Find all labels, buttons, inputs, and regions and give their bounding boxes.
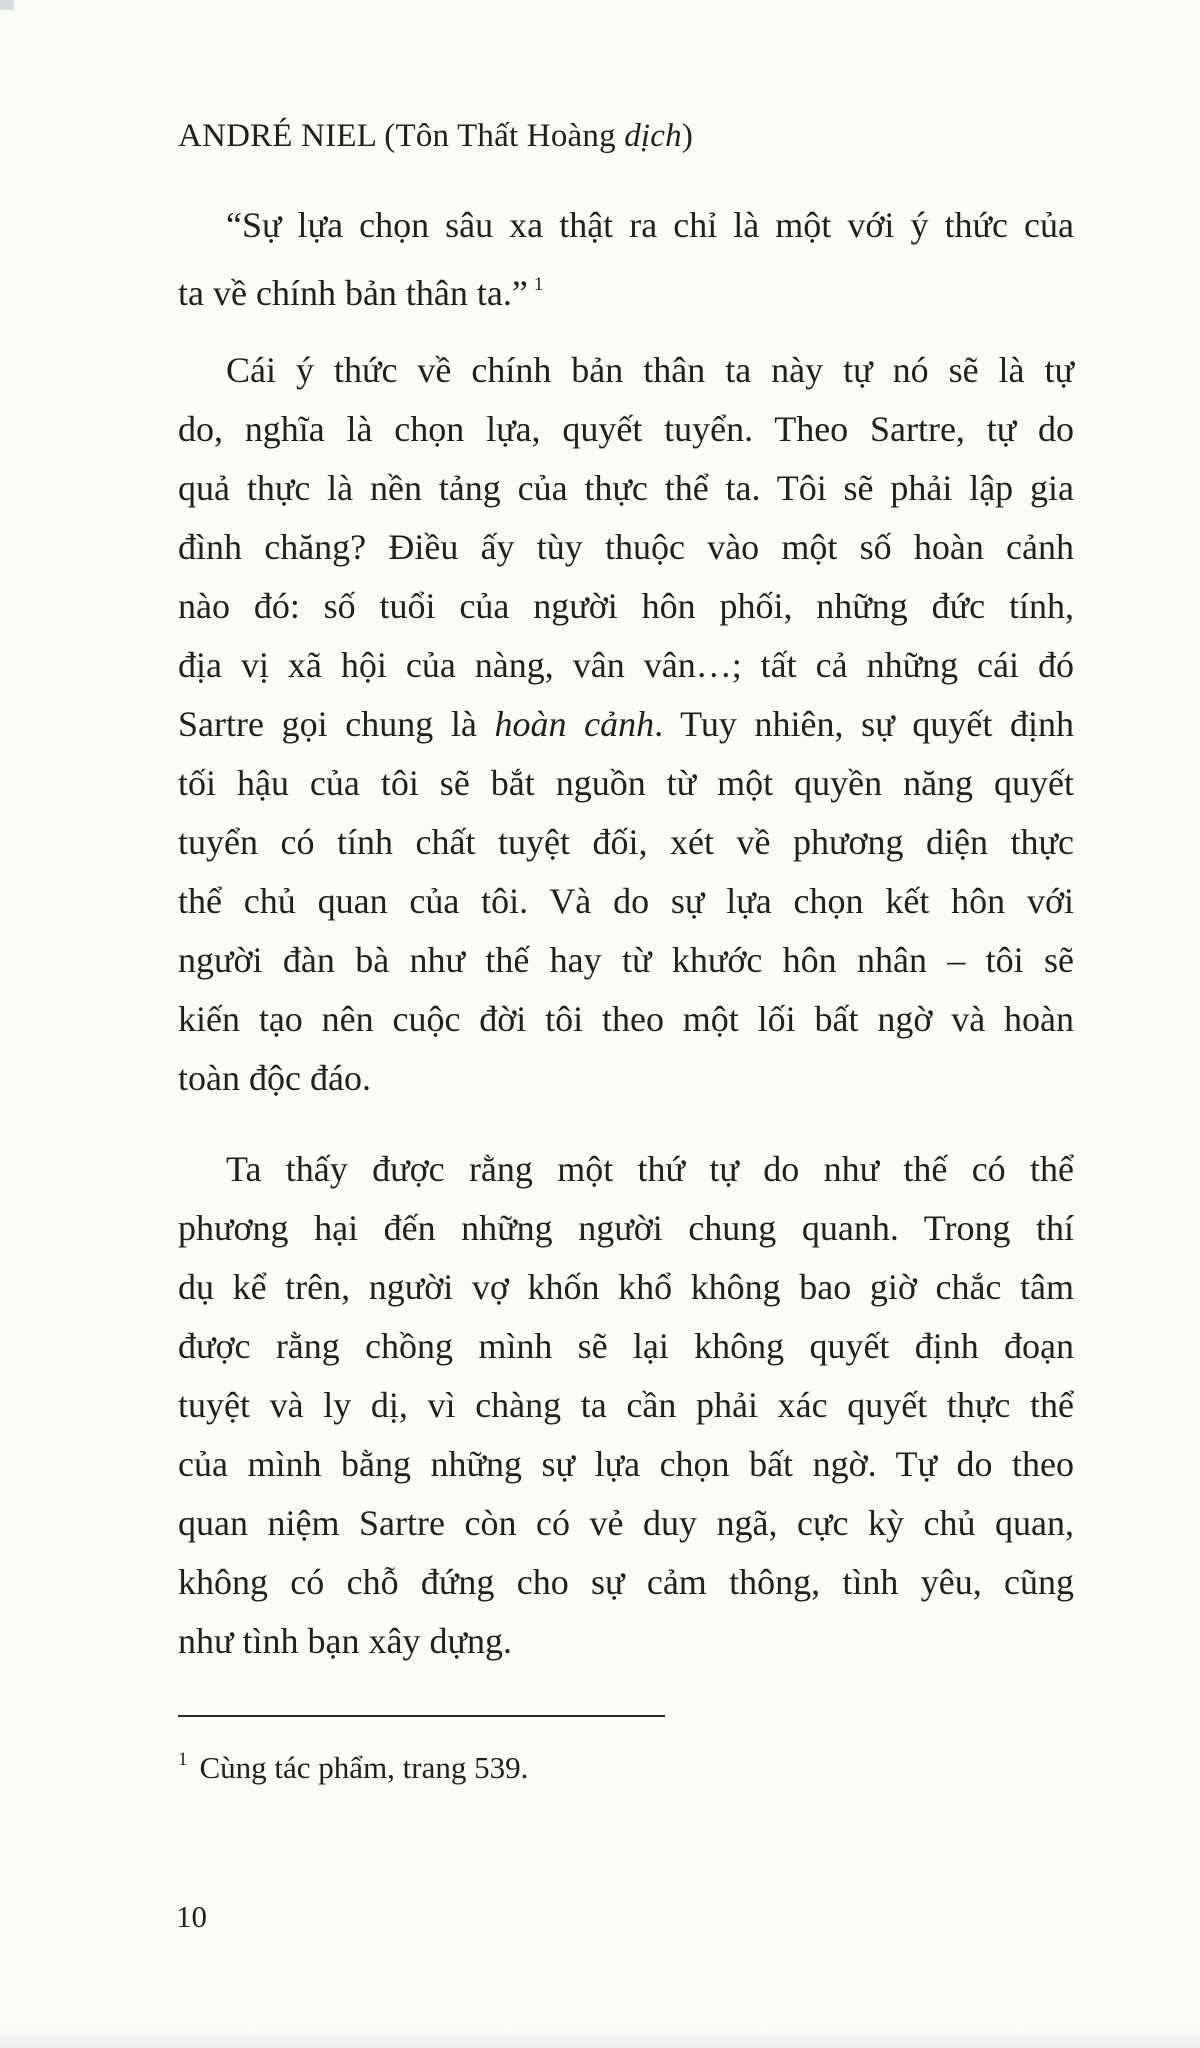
paragraph-line: không có chỗ đứng cho sự cảm thông, tình yêu, cũng <box>178 1562 1074 1602</box>
running-header <box>178 118 693 155</box>
scan-bottom-shadow <box>0 2030 1200 2048</box>
paragraph-line: địa vị xã hội của nàng, vân vân…; tất cả những cái đó <box>178 645 1074 685</box>
paragraph-line: đình chăng? Điều ấy tùy thuộc vào một số hoàn cảnh <box>178 527 1074 567</box>
header-close: ) <box>681 118 694 154</box>
paragraph-line: toàn độc đáo. <box>178 1058 371 1098</box>
footnote-reference: 1 <box>533 274 544 295</box>
paragraph-line: quả thực là nền tảng của thực thể ta. Tôi sẽ phải lập gia <box>178 468 1074 508</box>
quote-line-text: ta về chính bản thân ta.” <box>178 273 528 313</box>
header-translator-note: dịch <box>624 118 682 154</box>
paragraph-line: nào đó: số tuổi của người hôn phối, những đức tính, <box>178 586 1074 626</box>
footnote-divider <box>178 1715 665 1717</box>
paragraph-line: kiến tạo nên cuộc đời tôi theo một lối bất ngờ và hoàn <box>178 999 1074 1039</box>
paragraph-line: quan niệm Sartre còn có vẻ duy ngã, cực kỳ chủ quan, <box>178 1503 1074 1543</box>
scan-corner-mark <box>0 0 14 10</box>
paragraph-line: được rằng chồng mình sẽ lại không quyết định đoạn <box>178 1326 1074 1366</box>
paragraph-line: Ta thấy được rằng một thứ tự do như thế có thể <box>226 1149 1074 1189</box>
footnote <box>178 1749 528 1786</box>
paragraph-line: do, nghĩa là chọn lựa, quyết tuyển. Theo Sartre, tự do <box>178 409 1074 449</box>
paragraph-2 <box>178 1140 1074 1671</box>
paragraph-line: của mình bằng những sự lựa chọn bất ngờ. Tự do theo <box>178 1444 1074 1484</box>
footnote-text: Cùng tác phẩm, trang 539. <box>199 1750 529 1785</box>
emphasis-term: hoàn cảnh <box>494 704 655 744</box>
paragraph-line: tuyển có tính chất tuyệt đối, xét về phương diện thực <box>178 822 1074 862</box>
paragraph-1 <box>178 341 1074 1108</box>
paragraph-line: Cái ý thức về chính bản thân ta này tự nó sẽ là tự <box>226 350 1074 390</box>
paragraph-line: người đàn bà như thế hay từ khước hôn nhân – tôi sẽ <box>178 940 1074 980</box>
paragraph-line <box>178 695 1074 754</box>
line-text: Sartre gọi chung là <box>178 704 495 744</box>
line-text: . Tuy nhiên, sự quyết định <box>654 704 1074 744</box>
opening-quote <box>178 196 1074 323</box>
paragraph-line: dụ kể trên, người vợ khốn khổ không bao giờ chắc tâm <box>178 1267 1074 1307</box>
page-number: 10 <box>176 1899 207 1934</box>
quote-line: “Sự lựa chọn sâu xa thật ra chỉ là một với ý thức của <box>226 205 1074 245</box>
paragraph-line: như tình bạn xây dựng. <box>178 1621 512 1661</box>
quote-line <box>178 255 1074 323</box>
header-author: ANDRÉ NIEL (Tôn Thất Hoàng <box>178 118 625 154</box>
paragraph-line: phương hại đến những người chung quanh. Trong thí <box>178 1208 1074 1248</box>
footnote-number: 1 <box>178 1749 188 1770</box>
paragraph-line: thể chủ quan của tôi. Và do sự lựa chọn kết hôn với <box>178 881 1074 921</box>
paragraph-line: tối hậu của tôi sẽ bắt nguồn từ một quyền năng quyết <box>178 763 1074 803</box>
paragraph-line: tuyệt và ly dị, vì chàng ta cần phải xác quyết thực thể <box>178 1385 1074 1425</box>
